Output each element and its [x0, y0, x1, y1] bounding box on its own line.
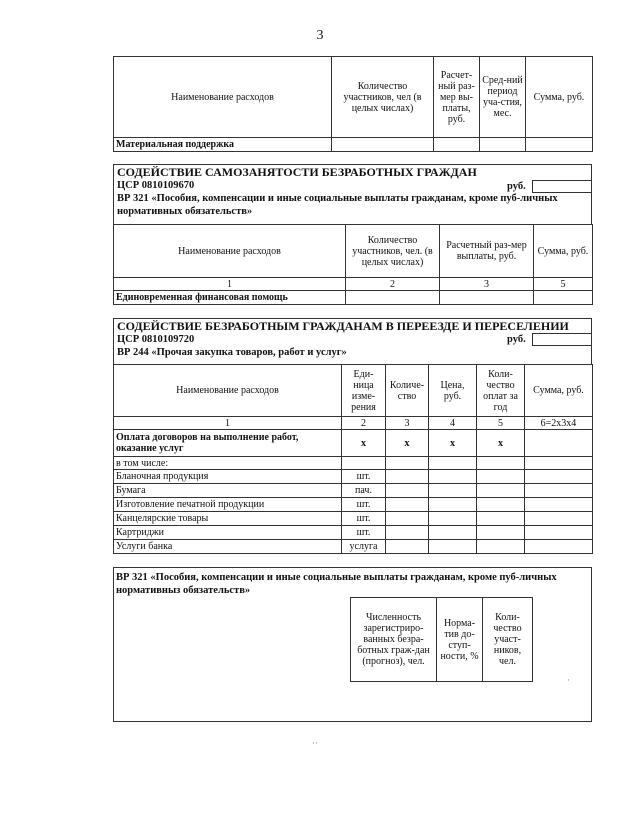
- cell: [332, 138, 434, 152]
- rub-value-box: [532, 333, 592, 346]
- row-label: Услуги банка: [114, 540, 342, 554]
- col-number: 2: [342, 417, 386, 430]
- col-header-participants: Количество участников, чел (в целых числах): [332, 57, 434, 138]
- cell: [525, 484, 593, 498]
- col-header-participants: Количество участников, чел. (в целых числах): [346, 225, 440, 278]
- col-header-payment: Расчетный раз-мер выплаты, руб.: [440, 225, 534, 278]
- unit-cell: шт.: [342, 512, 386, 526]
- cell: [525, 540, 593, 554]
- col-header-name: Наименование расходов: [114, 225, 346, 278]
- col-header-participants: Коли-чество участ-ников, чел.: [483, 598, 533, 682]
- col-header-price: Цена, руб.: [429, 365, 477, 417]
- col-header-registered: Численность зарегистриро-ванных безра-ботных граж-дан (прогноз), чел.: [351, 598, 437, 682]
- col-number: 6=2x3x4: [525, 417, 593, 430]
- col-number: 2: [346, 278, 440, 291]
- col-header-sum: Сумма, руб.: [525, 365, 593, 417]
- col-number: 3: [386, 417, 429, 430]
- cell: [429, 498, 477, 512]
- cell: [429, 484, 477, 498]
- col-number: 5: [477, 417, 525, 430]
- unit-cell: услуга: [342, 540, 386, 554]
- unit-cell: пач.: [342, 484, 386, 498]
- cell: [525, 430, 593, 457]
- cell: [477, 470, 525, 484]
- col-number: 4: [429, 417, 477, 430]
- cell: [386, 457, 429, 470]
- cell: [386, 498, 429, 512]
- cell: [525, 470, 593, 484]
- rub-value-box: [532, 180, 592, 193]
- section-self-employment: [113, 164, 592, 224]
- csr-code: ЦСР 0810109670: [117, 180, 195, 191]
- unit-cell: шт.: [342, 526, 386, 540]
- cell: [386, 470, 429, 484]
- scan-dot: ··: [312, 738, 318, 748]
- cell: [429, 540, 477, 554]
- table-self-employment: [113, 224, 593, 305]
- cell: [386, 540, 429, 554]
- rub-label: руб.: [507, 181, 526, 192]
- col-header-name: Наименование расходов: [114, 365, 342, 417]
- row-label: Оплата договоров на выполнение работ, оказание услуг: [114, 430, 342, 457]
- col-number: 5: [534, 278, 593, 291]
- col-header-quantity: Количе-ство: [386, 365, 429, 417]
- cell: [526, 138, 593, 152]
- row-label: Картриджи: [114, 526, 342, 540]
- col-header-norm: Норма-тив до-ступ-ности, %: [437, 598, 483, 682]
- col-header-period: Сред-ний период уча-стия, мес.: [480, 57, 526, 138]
- csr-code: ЦСР 0810109720: [117, 334, 195, 345]
- rub-label: руб.: [507, 334, 526, 345]
- vr-code: ВР 321 «Пособия, компенсации и иные социальные выплаты гражданам, кроме пуб-личных нормативных обязательств»: [117, 193, 558, 217]
- cell: [477, 540, 525, 554]
- unit-cell: шт.: [342, 470, 386, 484]
- row-label: Изготовление печатной продукции: [114, 498, 342, 512]
- cell: [429, 457, 477, 470]
- page-number: 3: [316, 28, 324, 43]
- vr-code: ВР 321 «Пособия, компенсации и иные социальные выплаты гражданам, кроме пуб-личных нормативныз обязательств»: [116, 572, 557, 596]
- scan-dot: ·: [567, 675, 570, 685]
- section-title: СОДЕЙСТВИЕ САМОЗАНЯТОСТИ БЕЗРАБОТНЫХ ГРАЖДАН: [117, 165, 477, 179]
- col-header-name: Наименование расходов: [114, 57, 332, 138]
- table-unemployment-benefits: [350, 597, 533, 682]
- cell: [386, 526, 429, 540]
- row-label: Канцелярские товары: [114, 512, 342, 526]
- row-label: Единовременная финансовая помощь: [114, 291, 346, 305]
- cell: [342, 457, 386, 470]
- cell: [525, 526, 593, 540]
- cell-x: х: [386, 430, 429, 457]
- cell: [480, 138, 526, 152]
- cell: [477, 512, 525, 526]
- cell-x: х: [429, 430, 477, 457]
- row-label: Бланочная продукция: [114, 470, 342, 484]
- col-header-sum: Сумма, руб.: [526, 57, 593, 138]
- cell: [477, 457, 525, 470]
- col-number: 3: [440, 278, 534, 291]
- cell: [386, 512, 429, 526]
- cell: [346, 291, 440, 305]
- cell: [429, 512, 477, 526]
- cell-x: х: [342, 430, 386, 457]
- col-header-sum: Сумма, руб.: [534, 225, 593, 278]
- unit-cell: шт.: [342, 498, 386, 512]
- row-label: в том числе:: [114, 457, 342, 470]
- col-header-payment: Расчет-ный раз-мер вы-платы, руб.: [434, 57, 480, 138]
- cell: [386, 484, 429, 498]
- cell: [525, 498, 593, 512]
- cell: [440, 291, 534, 305]
- row-label: Бумага: [114, 484, 342, 498]
- col-header-payments: Коли-чество оплат за год: [477, 365, 525, 417]
- table-material-support: [113, 56, 593, 152]
- cell: [429, 526, 477, 540]
- cell: [525, 457, 593, 470]
- row-label: Материальная поддержка: [114, 138, 332, 152]
- cell: [477, 498, 525, 512]
- col-number: 1: [114, 417, 342, 430]
- cell: [525, 512, 593, 526]
- cell: [434, 138, 480, 152]
- cell: [477, 484, 525, 498]
- col-header-unit: Еди-ница изме-рения: [342, 365, 386, 417]
- cell: [534, 291, 593, 305]
- cell: [429, 470, 477, 484]
- col-number: 1: [114, 278, 346, 291]
- cell-x: х: [477, 430, 525, 457]
- table-relocation: [113, 364, 593, 554]
- section-title: СОДЕЙСТВИЕ БЕЗРАБОТНЫМ ГРАЖДАНАМ В ПЕРЕЕЗДЕ И ПЕРЕСЕЛЕНИИ: [117, 319, 569, 333]
- vr-code: ВР 244 «Прочая закупка товаров, работ и услуг»: [117, 347, 347, 358]
- cell: [477, 526, 525, 540]
